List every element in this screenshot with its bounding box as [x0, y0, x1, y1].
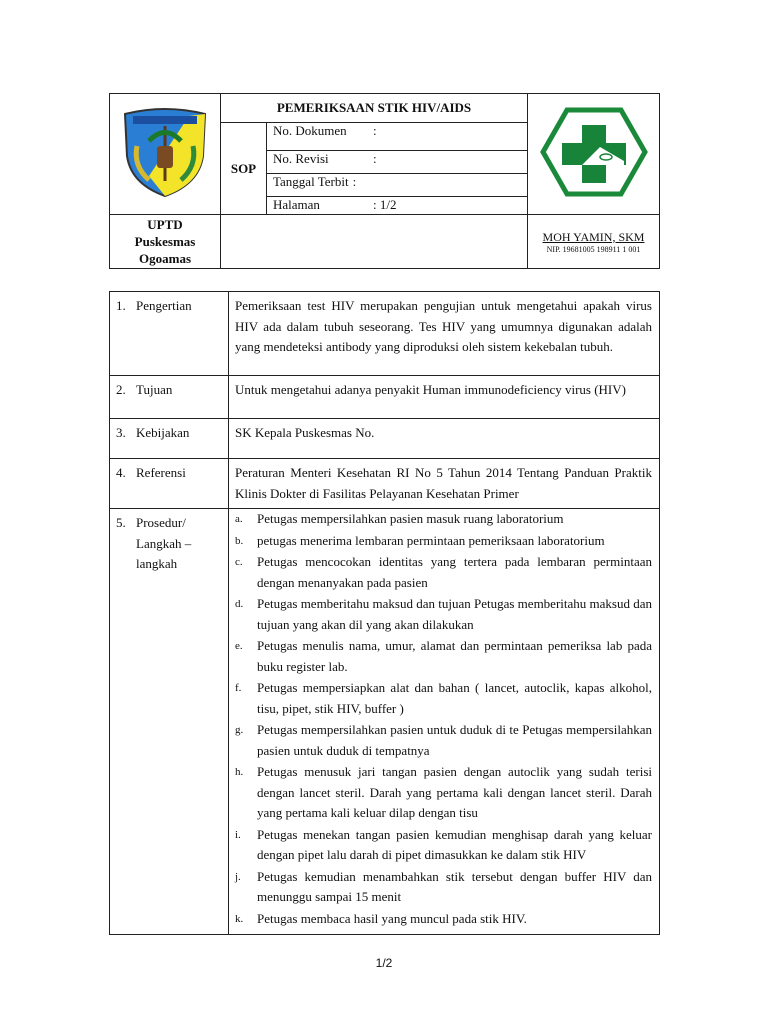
- table-row: 2. Tujuan Untuk mengetahui adanya penyakit Human immunodeficiency virus (HIV): [110, 376, 660, 419]
- step-marker: i.: [235, 828, 241, 841]
- step-marker: b.: [235, 534, 244, 547]
- step-text: Petugas menulis nama, umur, alamat dan permintaan pemeriksa lab pada buku register lab.: [257, 638, 652, 674]
- document-title: PEMERIKSAAN STIK HIV/AIDS: [221, 94, 528, 123]
- procedure-step: [235, 552, 652, 593]
- step-text: Petugas memberitahu maksud dan tujuan Petugas memberitahu maksud dan tujuan yang akan dil yang akan dilakukan: [257, 596, 652, 632]
- step-marker: f.: [235, 682, 242, 694]
- step-marker: h.: [235, 766, 244, 778]
- step-text: Petugas mempersiapkan alat dan bahan ( lancet, autoclik, kapas alkohol, tisu, pipet, stik HIV, buffer ): [257, 680, 652, 716]
- empty-cell: [221, 215, 528, 269]
- table-row: 1. Pengertian Pemeriksaan test HIV merupakan pengujian untuk mengetahui apakah virus HIV ada dalam tubuh seseorang. Tes HIV yang umumnya digunakan adalah yang mendeteksi antibody yang diproduksi oleh sistem kekebalan tubuh.: [110, 292, 660, 376]
- regency-logo: [110, 94, 221, 215]
- regency-emblem-icon: [119, 106, 211, 198]
- procedure-step: [235, 825, 652, 866]
- table-row: 4. Referensi Peraturan Menteri Kesehatan RI No 5 Tahun 2014 Tentang Panduan Praktik Klinis Dokter di Fasilitas Pelayanan Kesehatan Primer: [110, 459, 660, 509]
- step-marker: j.: [235, 870, 241, 883]
- step-marker: d.: [235, 598, 244, 610]
- procedure-step: [235, 636, 652, 677]
- sop-content-table: [109, 291, 660, 935]
- procedure-step: [235, 594, 652, 635]
- puskesmas-logo: [528, 94, 660, 215]
- field-no-revisi: No. Revisi :: [267, 151, 528, 174]
- table-row: 3. Kebijakan SK Kepala Puskesmas No.: [110, 419, 660, 459]
- procedure-step: [235, 531, 652, 552]
- step-text: petugas menerima lembaran permintaan pemeriksaan laboratorium: [257, 532, 605, 548]
- step-text: Petugas mempersilahkan pasien untuk duduk di te Petugas mempersilahkan pasien untuk duduk di tempatnya: [257, 722, 652, 758]
- step-text: Petugas mempersilahkan pasien masuk ruang laboratorium: [257, 511, 564, 526]
- signatory: MOH YAMIN, SKM NIP. 19681005 198911 1 001: [528, 215, 660, 269]
- step-marker: e.: [235, 640, 243, 652]
- organization-name: UPTD Puskesmas Ogoamas: [110, 215, 221, 269]
- puskesmas-cross-icon: [540, 107, 648, 197]
- page-number: 1/2: [375, 956, 393, 970]
- step-marker: g.: [235, 724, 244, 736]
- step-text: Petugas membaca hasil yang muncul pada stik HIV.: [257, 910, 527, 926]
- policy-text: SK Kepala Puskesmas No.: [229, 419, 660, 459]
- step-marker: a.: [235, 513, 243, 525]
- purpose-text: Untuk mengetahui adanya penyakit Human immunodeficiency virus (HIV): [229, 376, 660, 419]
- procedure-step: [235, 762, 652, 824]
- step-text: Petugas kemudian menambahkan stik tersebut dengan buffer HIV dan menunggu sampai 15 menit: [257, 868, 652, 904]
- procedure-step: [235, 509, 652, 530]
- step-text: Petugas menekan tangan pasien kemudian menghisap darah yang keluar dengan pipet lalu darah di pipet dimasukkan ke dalam stik HIV: [257, 826, 652, 862]
- sop-header-table: [109, 93, 660, 269]
- field-tanggal-terbit: Tanggal Terbit :: [267, 174, 528, 197]
- procedure-step: [235, 678, 652, 719]
- step-text: Petugas mencocokan identitas yang tertera pada lembaran permintaan dengan menanyakan pada pasien: [257, 554, 652, 590]
- procedure-step: [235, 909, 652, 930]
- field-no-dokumen: No. Dokumen :: [267, 123, 528, 151]
- field-halaman: Halaman : 1/2: [267, 197, 528, 215]
- reference-text: Peraturan Menteri Kesehatan RI No 5 Tahun 2014 Tentang Panduan Praktik Klinis Dokter di Fasilitas Pelayanan Kesehatan Primer: [229, 459, 660, 509]
- definition-text: Pemeriksaan test HIV merupakan pengujian untuk mengetahui apakah virus HIV ada dalam tubuh seseorang. Tes HIV yang umumnya digunakan adalah yang mendeteksi antibody yang diproduksi oleh sistem kekebalan tubuh.: [229, 292, 660, 376]
- table-row: 5. Prosedur/ Langkah – langkah a. Petugas mempersilahkan pasien masuk ruang laboratorium b. petugas menerima lembaran permintaan pemeriksaan laboratorium c. Petugas mencocokan identitas yang tertera pada lembaran permintaan dengan menanyakan pada pasien d. Petugas memberitahu maksud dan tujuan Petugas memberitahu maksud dan tujuan yang akan dil yang akan dilakukan e. Petugas menulis nama, umur, alamat dan permintaan pemeriksa lab pada buku register lab. f. Petugas mempersiapkan alat dan bahan ( lancet, autoclik, kapas alkohol, tisu, pipet, stik HIV, buffer ) g. Petugas mempersilahkan pasien untuk duduk di te Petugas mempersilahkan pasien untuk duduk di tempatnya h. Petugas menusuk jari tangan pasien dengan autoclik yang sudah terisi dengan lancet steril. Darah yang pertama kali dengan lancet steril. Darah yang pertama kali keluar dilap dengan tisu i. Petugas menekan tangan pasien kemudian menghisap darah yang keluar dengan pipet lalu darah di pipet dimasukkan ke dalam stik HIV j. Petugas kemudian menambahkan stik tersebut dengan buffer HIV dan menunggu sampai 15 menit k. Petugas membaca hasil yang muncul pada stik HIV.: [110, 509, 660, 935]
- procedure-step: [235, 720, 652, 761]
- procedure-step: [235, 867, 652, 908]
- step-text: Petugas menusuk jari tangan pasien dengan autoclik yang sudah terisi dengan lancet steril. Darah yang pertama kali dengan lancet steril. Darah yang pertama kali keluar dilap dengan tisu: [257, 764, 652, 820]
- step-marker: c.: [235, 556, 243, 568]
- procedure-steps: [235, 509, 652, 929]
- sop-label: SOP: [221, 123, 267, 215]
- step-marker: k.: [235, 912, 244, 925]
